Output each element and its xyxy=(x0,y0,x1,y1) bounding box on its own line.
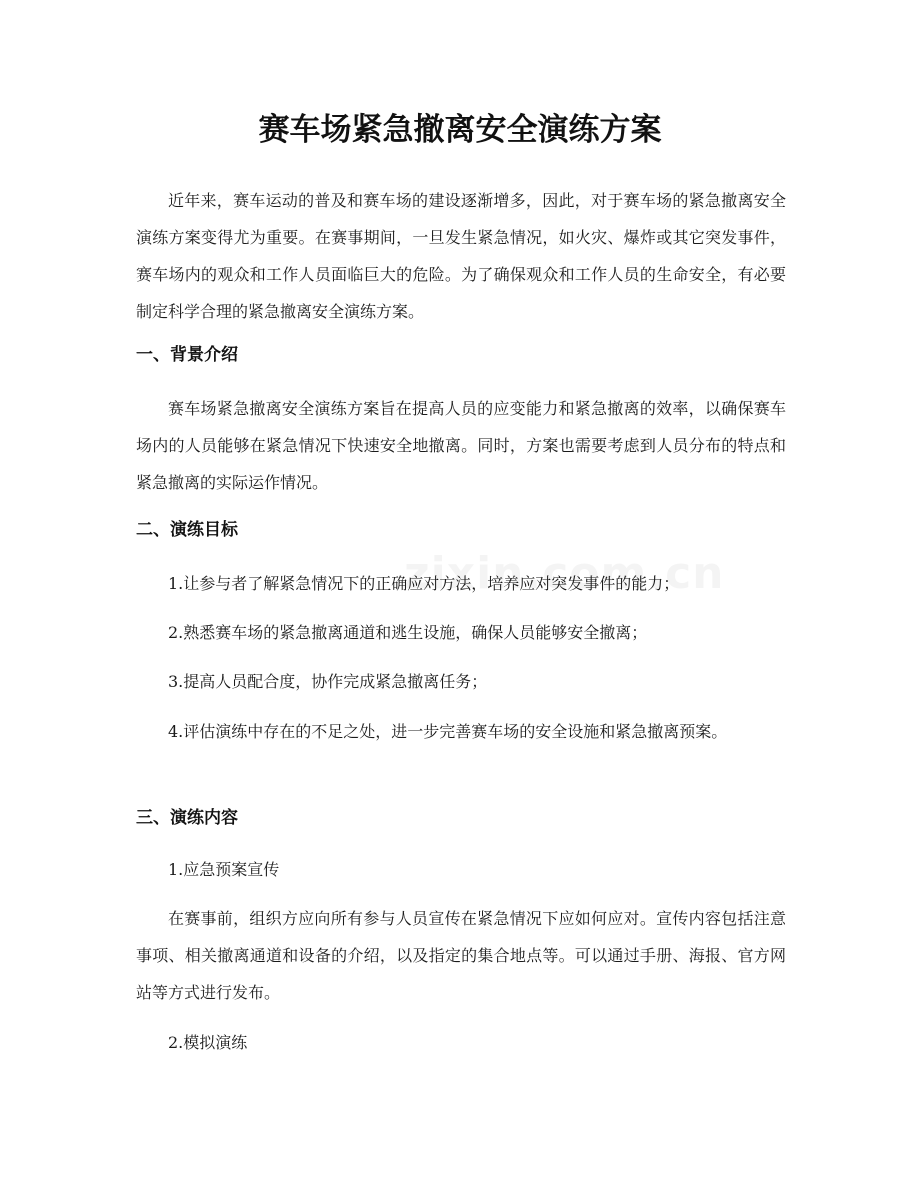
goal-item-2: 2.熟悉赛车场的紧急撤离通道和逃生设施，确保人员能够安全撤离； xyxy=(168,623,648,642)
section-heading-background: 一、背景介绍 xyxy=(136,345,238,365)
section-heading-goals: 二、演练目标 xyxy=(136,520,238,540)
intro-paragraph: 近年来，赛车运动的普及和赛车场的建设逐渐增多，因此，对于赛车场的紧急撤离安全演练方案变得尤为重要。在赛事期间，一旦发生紧急情况，如火灾、爆炸或其它突发事件，赛车场内的观众和工作人员面临巨大的危险。为了确保观众和工作人员的生命安全，有必要制定科学合理的紧急撤离安全演练方案。 xyxy=(136,191,786,321)
goal-item-1: 1.让参与者了解紧急情况下的正确应对方法，培养应对突发事件的能力； xyxy=(168,574,680,593)
publicity-paragraph: 在赛事前，组织方应向所有参与人员宣传在紧急情况下应如何应对。宣传内容包括注意事项、相关撤离通道和设备的介绍，以及指定的集合地点等。可以通过手册、海报、官方网站等方式进行发布。 xyxy=(136,909,786,1002)
background-paragraph: 赛车场紧急撤离安全演练方案旨在提高人员的应变能力和紧急撤离的效率，以确保赛车场内的人员能够在紧急情况下快速安全地撤离。同时，方案也需要考虑到人员分布的特点和紧急撤离的实际运作情况。 xyxy=(136,399,786,492)
goal-item-3: 3.提高人员配合度，协作完成紧急撤离任务； xyxy=(168,672,488,691)
section-heading-content: 三、演练内容 xyxy=(136,808,238,828)
subsection-title-simulation: 2.模拟演练 xyxy=(168,1033,248,1052)
document-title: 赛车场紧急撤离安全演练方案 xyxy=(258,112,662,148)
subsection-title-publicity: 1.应急预案宣传 xyxy=(168,860,280,879)
goal-item-4: 4.评估演练中存在的不足之处，进一步完善赛车场的安全设施和紧急撤离预案。 xyxy=(168,722,728,741)
